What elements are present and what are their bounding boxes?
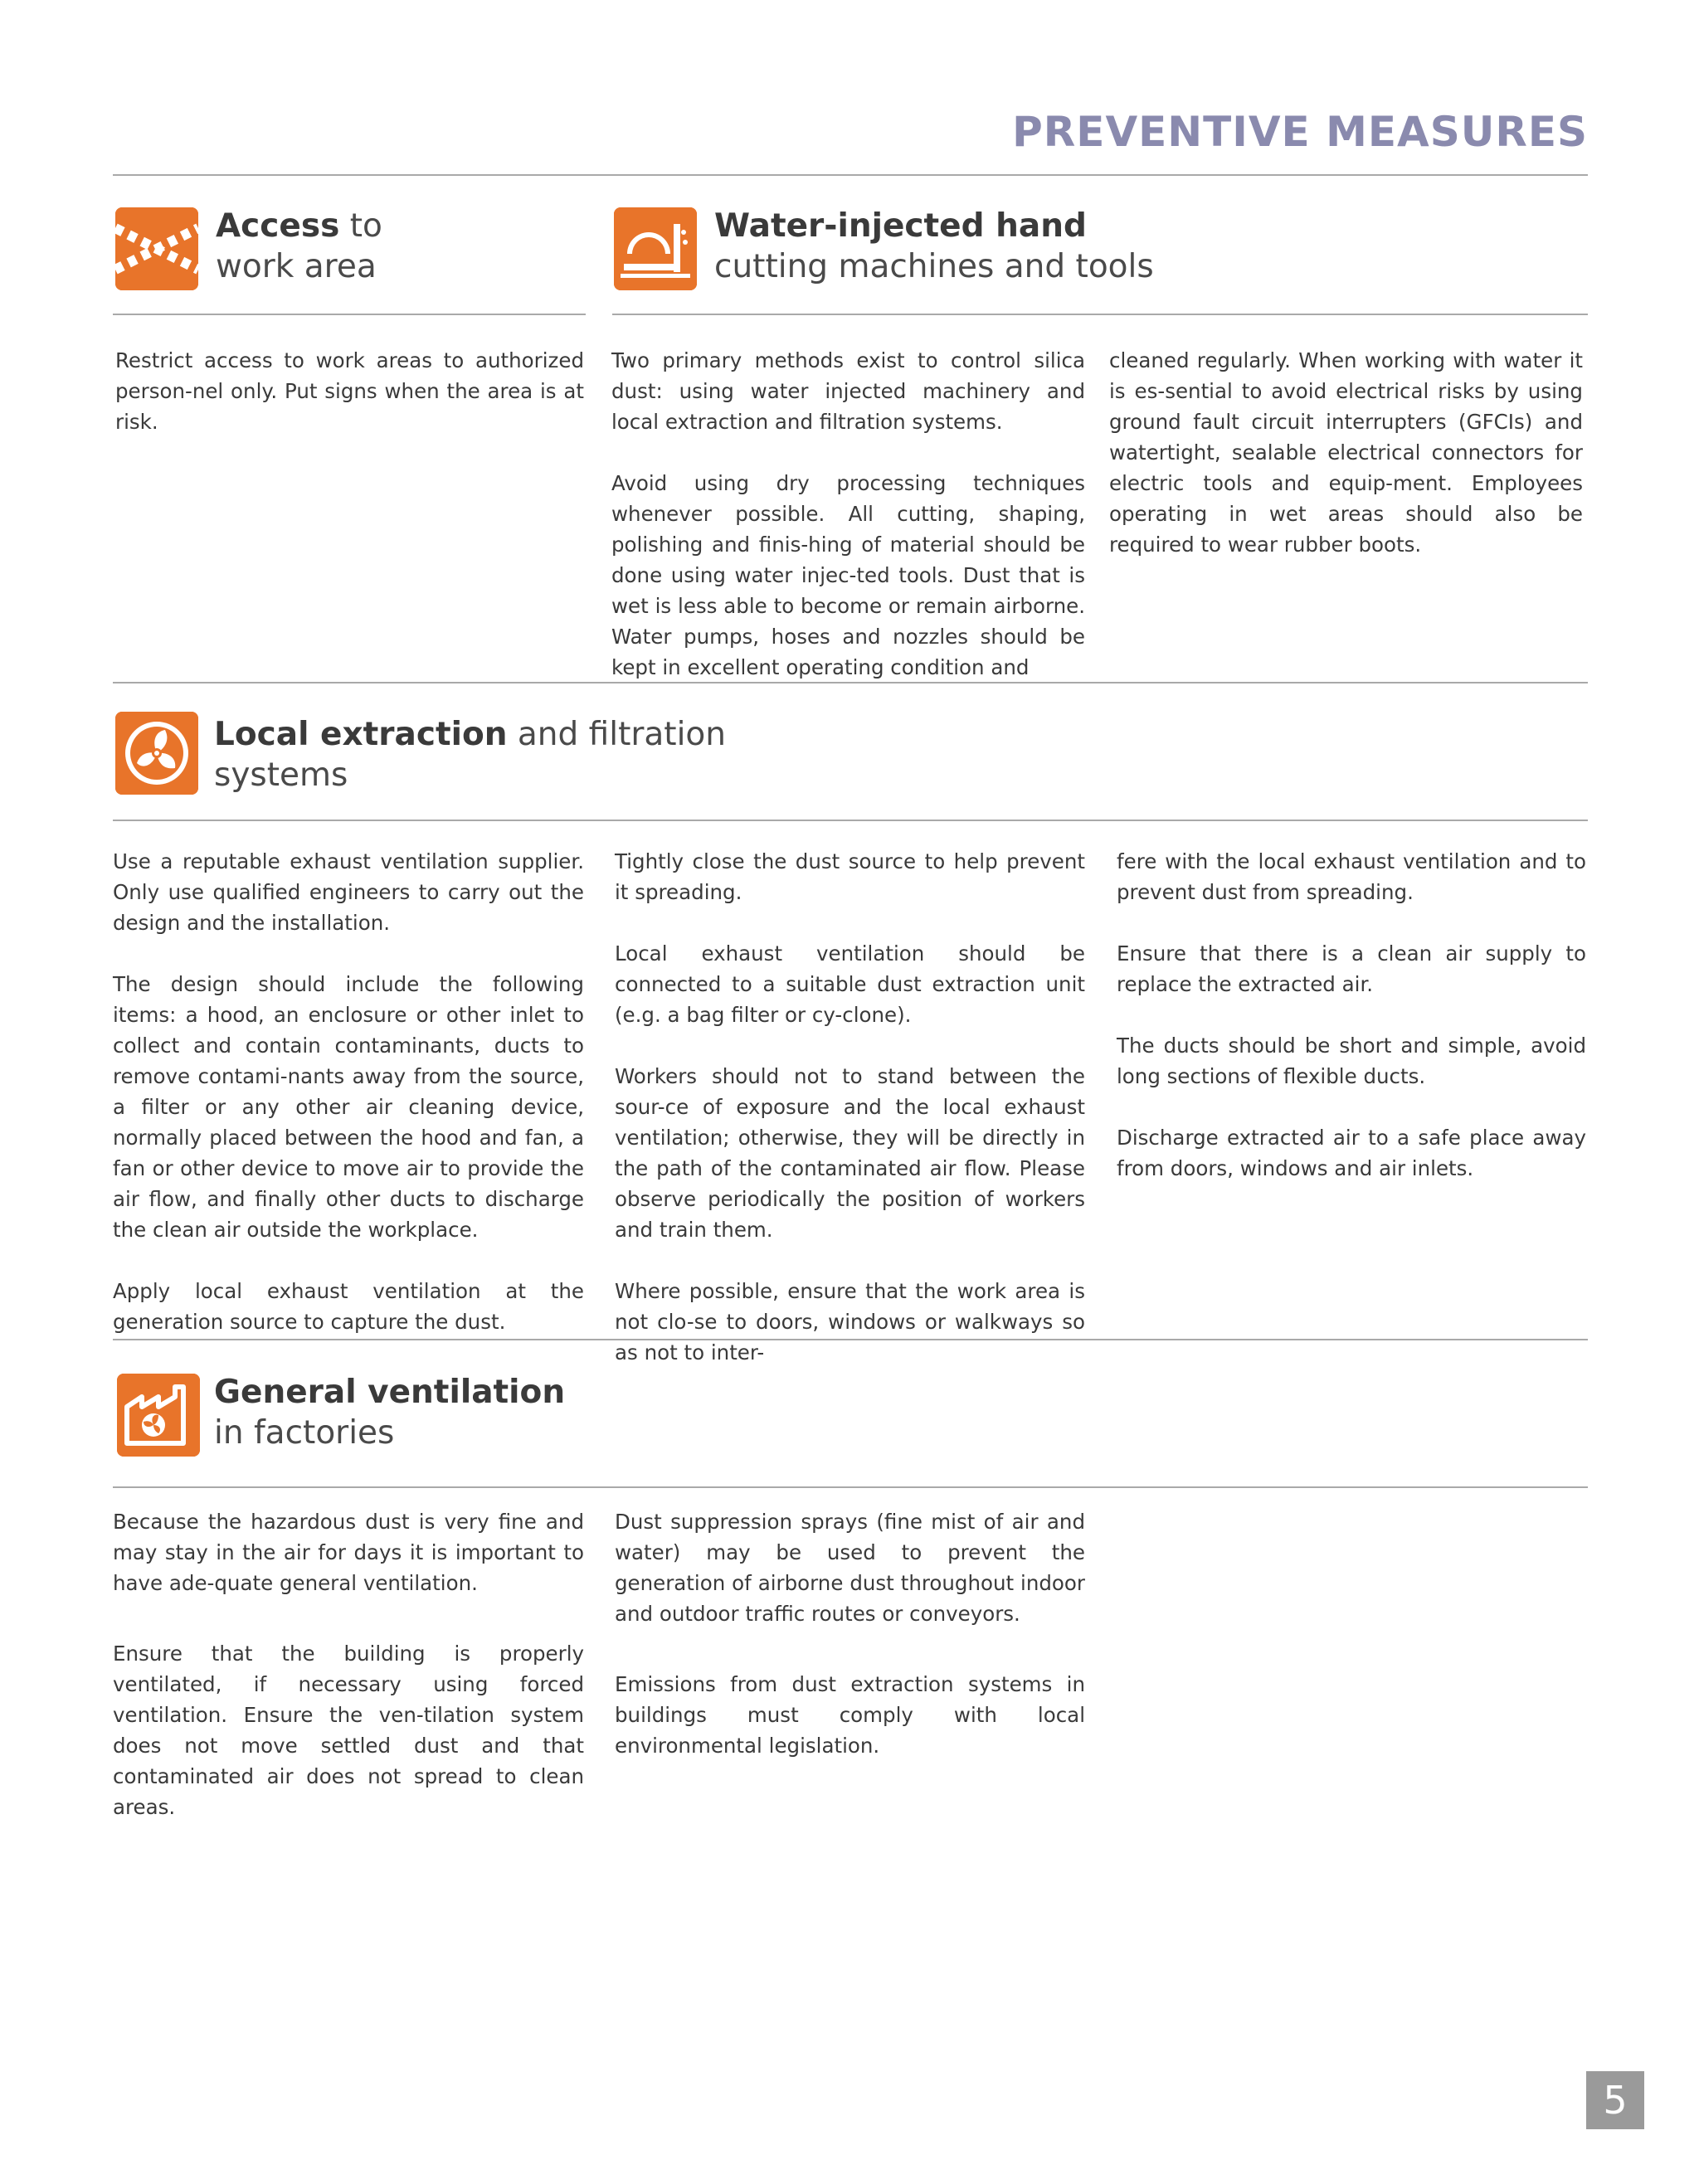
paragraph: Ensure that there is a clean air supply to replace the extracted air.: [1117, 941, 1586, 996]
heading-bold: General ventilation: [214, 1374, 566, 1411]
paragraph: Restrict access to work areas to authorized person-nel only. Put signs when the area is at risk.: [115, 348, 584, 434]
paragraph: The design should include the following items: a hood, an enclosure or other inlet to collect and contain contaminants, ducts to remove contami-nants away from the source, a filter or any other air cleaning device, normally placed between the hood and fan, a fan or other device to move air to provide the air flow, and finally other ducts to discharge the clean air outside the workplace.: [113, 972, 584, 1242]
section-heading-extraction: [214, 714, 878, 795]
heading-light: in factories: [214, 1414, 395, 1452]
heading-bold: Water-injected hand: [714, 207, 1087, 245]
section-divider: [113, 682, 1588, 683]
factory-ventilation-icon: [117, 1374, 200, 1457]
heading-bold: Access: [216, 207, 340, 245]
section-rule: [113, 820, 1588, 821]
paragraph: Tightly close the dust source to help prevent it spreading.: [615, 849, 1085, 904]
fan-icon: [115, 712, 198, 795]
section-rule: [113, 1486, 1588, 1488]
paragraph: Apply local exhaust ventilation at the generation source to capture the dust.: [113, 1279, 584, 1334]
paragraph: fere with the local exhaust ventilation and to prevent dust from spreading.: [1117, 849, 1586, 904]
section-rule: [612, 314, 1588, 315]
text-column: [611, 345, 1085, 683]
paragraph: Local exhaust ventilation should be connected to a suitable dust extraction unit (e.g. a bag filter or cy-clone).: [615, 941, 1085, 1027]
section-rule: [113, 314, 586, 315]
paragraph: Two primary methods exist to control silica dust: using water injected machinery and local extraction and filtration systems.: [611, 348, 1085, 434]
paragraph: Ensure that the building is properly ventilated, if necessary using forced ventilation. Ensure the ven-tilation system does not move settled dust and that contaminated air does not spread to clean areas.: [113, 1642, 584, 1819]
paragraph: Because the hazardous dust is very fine and may stay in the air for days it is important to have ade-quate general ventilation.: [113, 1510, 584, 1595]
section-divider: [113, 1339, 1588, 1340]
text-column: [113, 1506, 584, 1822]
paragraph: Dust suppression sprays (fine mist of air and water) may be used to prevent the generation of airborne dust throughout indoor and outdoor traffic routes or conveyors.: [615, 1510, 1085, 1626]
page-title: PREVENTIVE MEASURES: [1012, 108, 1588, 156]
paragraph: Emissions from dust extraction systems in buildings must comply with local environmental legislation.: [615, 1672, 1085, 1758]
page-number: 5: [1586, 2071, 1644, 2129]
text-column: [113, 846, 584, 1337]
text-column: [615, 846, 1085, 1368]
section-heading-general: [214, 1372, 712, 1453]
text-column: [615, 1506, 1085, 1761]
text-column: [1117, 846, 1586, 1184]
barrier-tape-icon: [115, 207, 198, 290]
paragraph: Avoid using dry processing techniques whenever possible. All cutting, shaping, polishing and finis-hing of material should be done using water injec-ted tools. Dust that is wet is less able to become or remain airborne. Water pumps, hoses and nozzles should be kept in excellent operating condition and: [611, 471, 1085, 679]
heading-light: and filtration: [507, 716, 727, 753]
text-column: [115, 345, 584, 437]
circular-saw-water-icon: [614, 207, 697, 290]
text-column: [1109, 345, 1583, 560]
section-heading-water: [714, 206, 1295, 287]
heading-light: work area: [216, 248, 377, 285]
paragraph: Workers should not to stand between the sour-ce of exposure and the local exhaust ventilation; otherwise, they will be directly in the path of the contaminated air flow. Please observe periodically the position of workers and train them.: [615, 1064, 1085, 1242]
paragraph: Discharge extracted air to a safe place away from doors, windows and air inlets.: [1117, 1126, 1586, 1180]
paragraph: Use a reputable exhaust ventilation supplier. Only use qualified engineers to carry out the design and the installation.: [113, 849, 584, 935]
heading-light: systems: [214, 756, 348, 794]
heading-light: cutting machines and tools: [714, 248, 1154, 285]
header-rule: [113, 174, 1588, 176]
paragraph: Where possible, ensure that the work area is not clo-se to doors, windows or walkways so as not to inter-: [615, 1279, 1085, 1364]
section-heading-access: [216, 206, 548, 287]
paragraph: The ducts should be short and simple, avoid long sections of flexible ducts.: [1117, 1034, 1586, 1088]
heading-light: to: [339, 207, 382, 245]
heading-bold: Local extraction: [214, 716, 508, 753]
paragraph: cleaned regularly. When working with water it is es-sential to avoid electrical risks by using ground fault circuit interrupters (GFCIs) and watertight, sealable electrical connectors for electric tools and equip-ment. Employees operating in wet areas should also be required to wear rubber boots.: [1109, 348, 1583, 557]
